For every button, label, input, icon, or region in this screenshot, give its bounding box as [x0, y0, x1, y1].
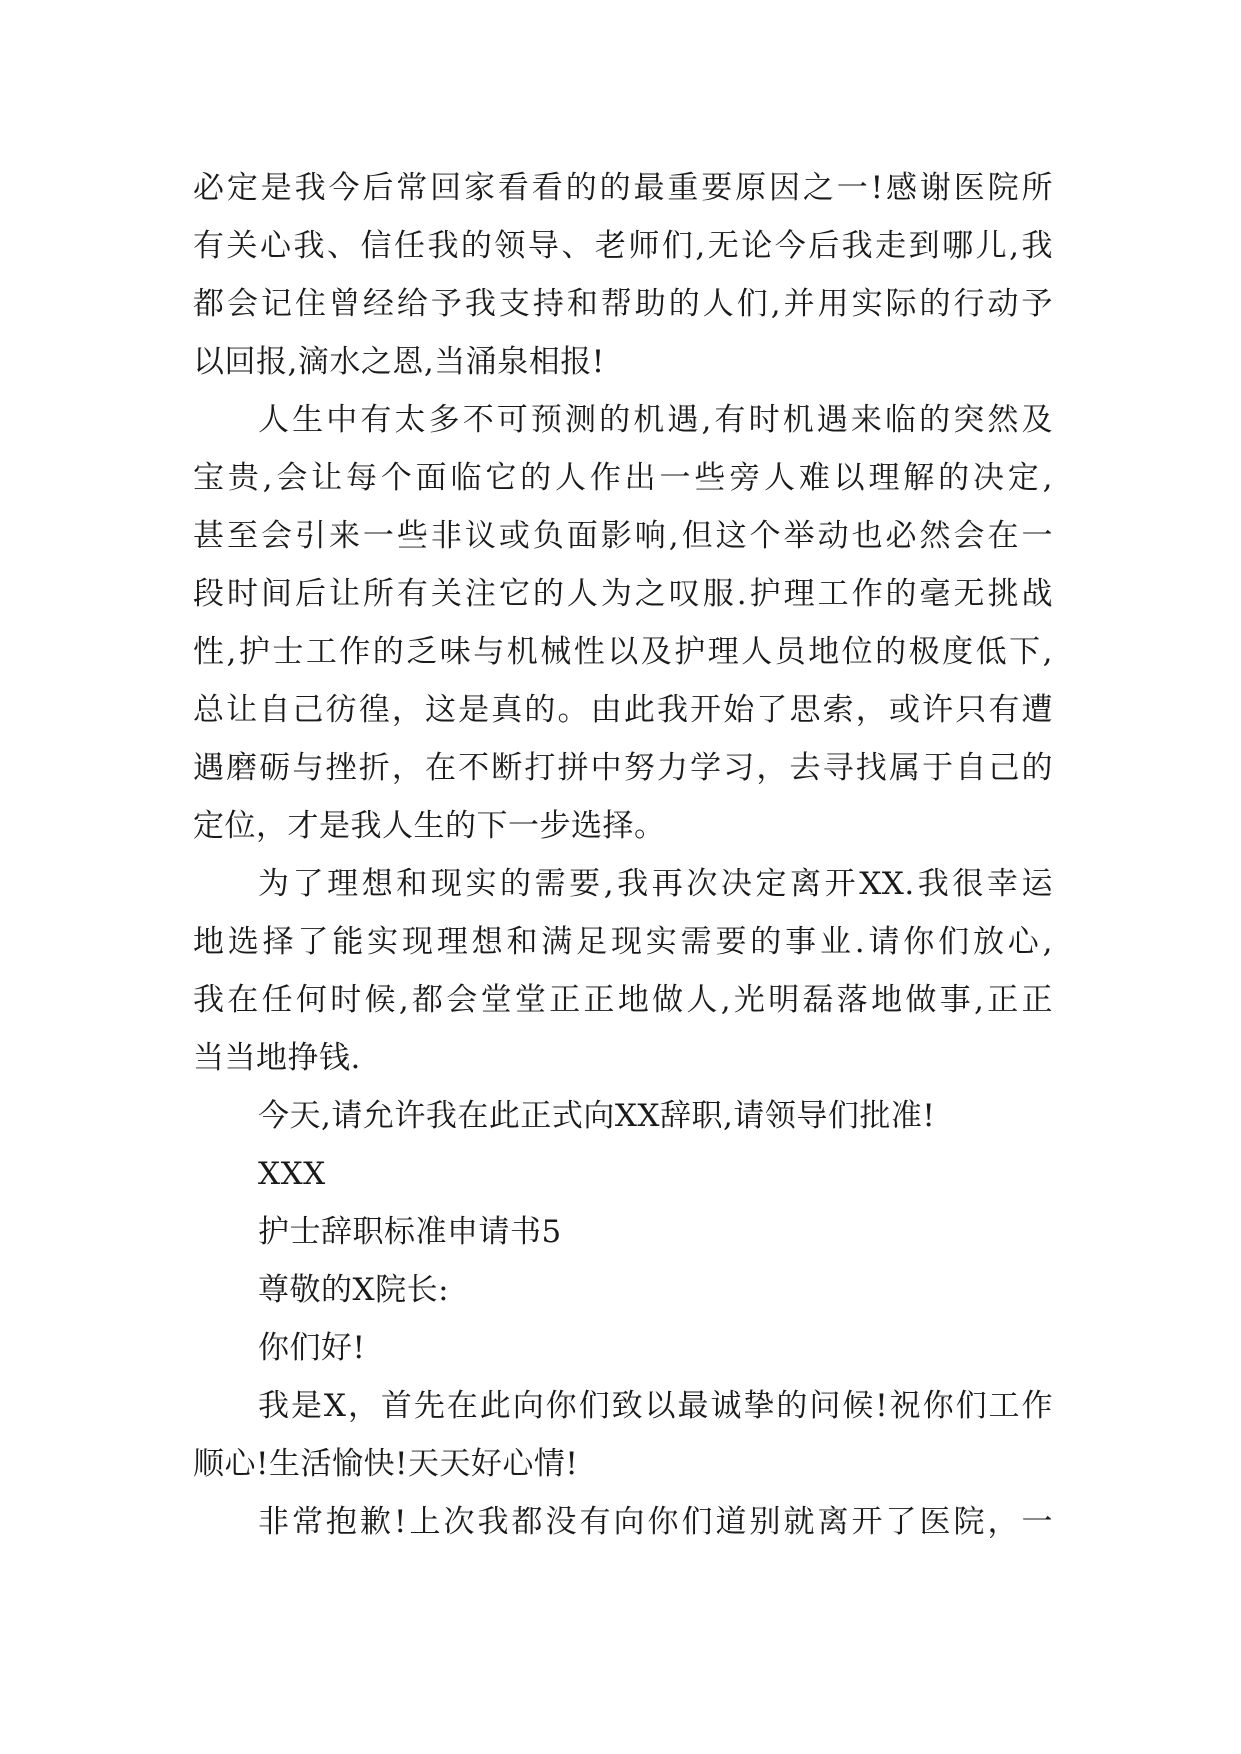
text-line: 我是X，首先在此向你们致以最诚挚的问候!祝你们工作 — [258, 1388, 1053, 1424]
text-line: 必定是我今后常回家看看的的最重要原因之一!感谢医院所 — [193, 170, 1053, 206]
text-line: 甚至会引来一些非议或负面影响,但这个举动也必然会在一 — [193, 518, 1053, 554]
text-line: 以回报,滴水之恩,当涌泉相报! — [193, 344, 605, 380]
text-line: 地选择了能实现理想和满足现实需要的事业.请你们放心, — [193, 924, 1053, 960]
text-line: 顺心!生活愉快!天天好心情! — [193, 1446, 579, 1482]
text-line: 今天,请允许我在此正式向XX辞职,请领导们批准! — [258, 1098, 936, 1134]
section-heading: 护士辞职标准申请书5 — [258, 1214, 562, 1250]
text-line: 总让自己彷徨，这是真的。由此我开始了思索，或许只有遭 — [193, 692, 1053, 728]
text-line: 为了理想和现实的需要,我再次决定离开XX.我很幸运 — [258, 866, 1053, 902]
text-line: 遇磨砺与挫折，在不断打拼中努力学习，去寻找属于自己的 — [193, 750, 1053, 786]
text-line: 我在任何时候,都会堂堂正正地做人,光明磊落地做事,正正 — [193, 982, 1053, 1018]
text-line: 非常抱歉!上次我都没有向你们道别就离开了医院，一 — [258, 1504, 1053, 1540]
text-line: 段时间后让所有关注它的人为之叹服.护理工作的毫无挑战 — [193, 576, 1053, 612]
signature-line: XXX — [258, 1156, 326, 1192]
greeting: 你们好! — [258, 1330, 366, 1366]
text-line: 有关心我、信任我的领导、老师们,无论今后我走到哪儿,我 — [193, 228, 1053, 264]
text-line: 人生中有太多不可预测的机遇,有时机遇来临的突然及 — [258, 402, 1053, 438]
text-line: 定位，才是我人生的下一步选择。 — [193, 808, 666, 844]
text-line: 当当地挣钱. — [193, 1040, 361, 1076]
text-line: 都会记住曾经给予我支持和帮助的人们,并用实际的行动予 — [193, 286, 1053, 322]
salutation: 尊敬的X院长: — [258, 1272, 450, 1308]
text-line: 宝贵,会让每个面临它的人作出一些旁人难以理解的决定, — [193, 460, 1053, 496]
text-line: 性,护士工作的乏味与机械性以及护理人员地位的极度低下, — [193, 634, 1053, 670]
